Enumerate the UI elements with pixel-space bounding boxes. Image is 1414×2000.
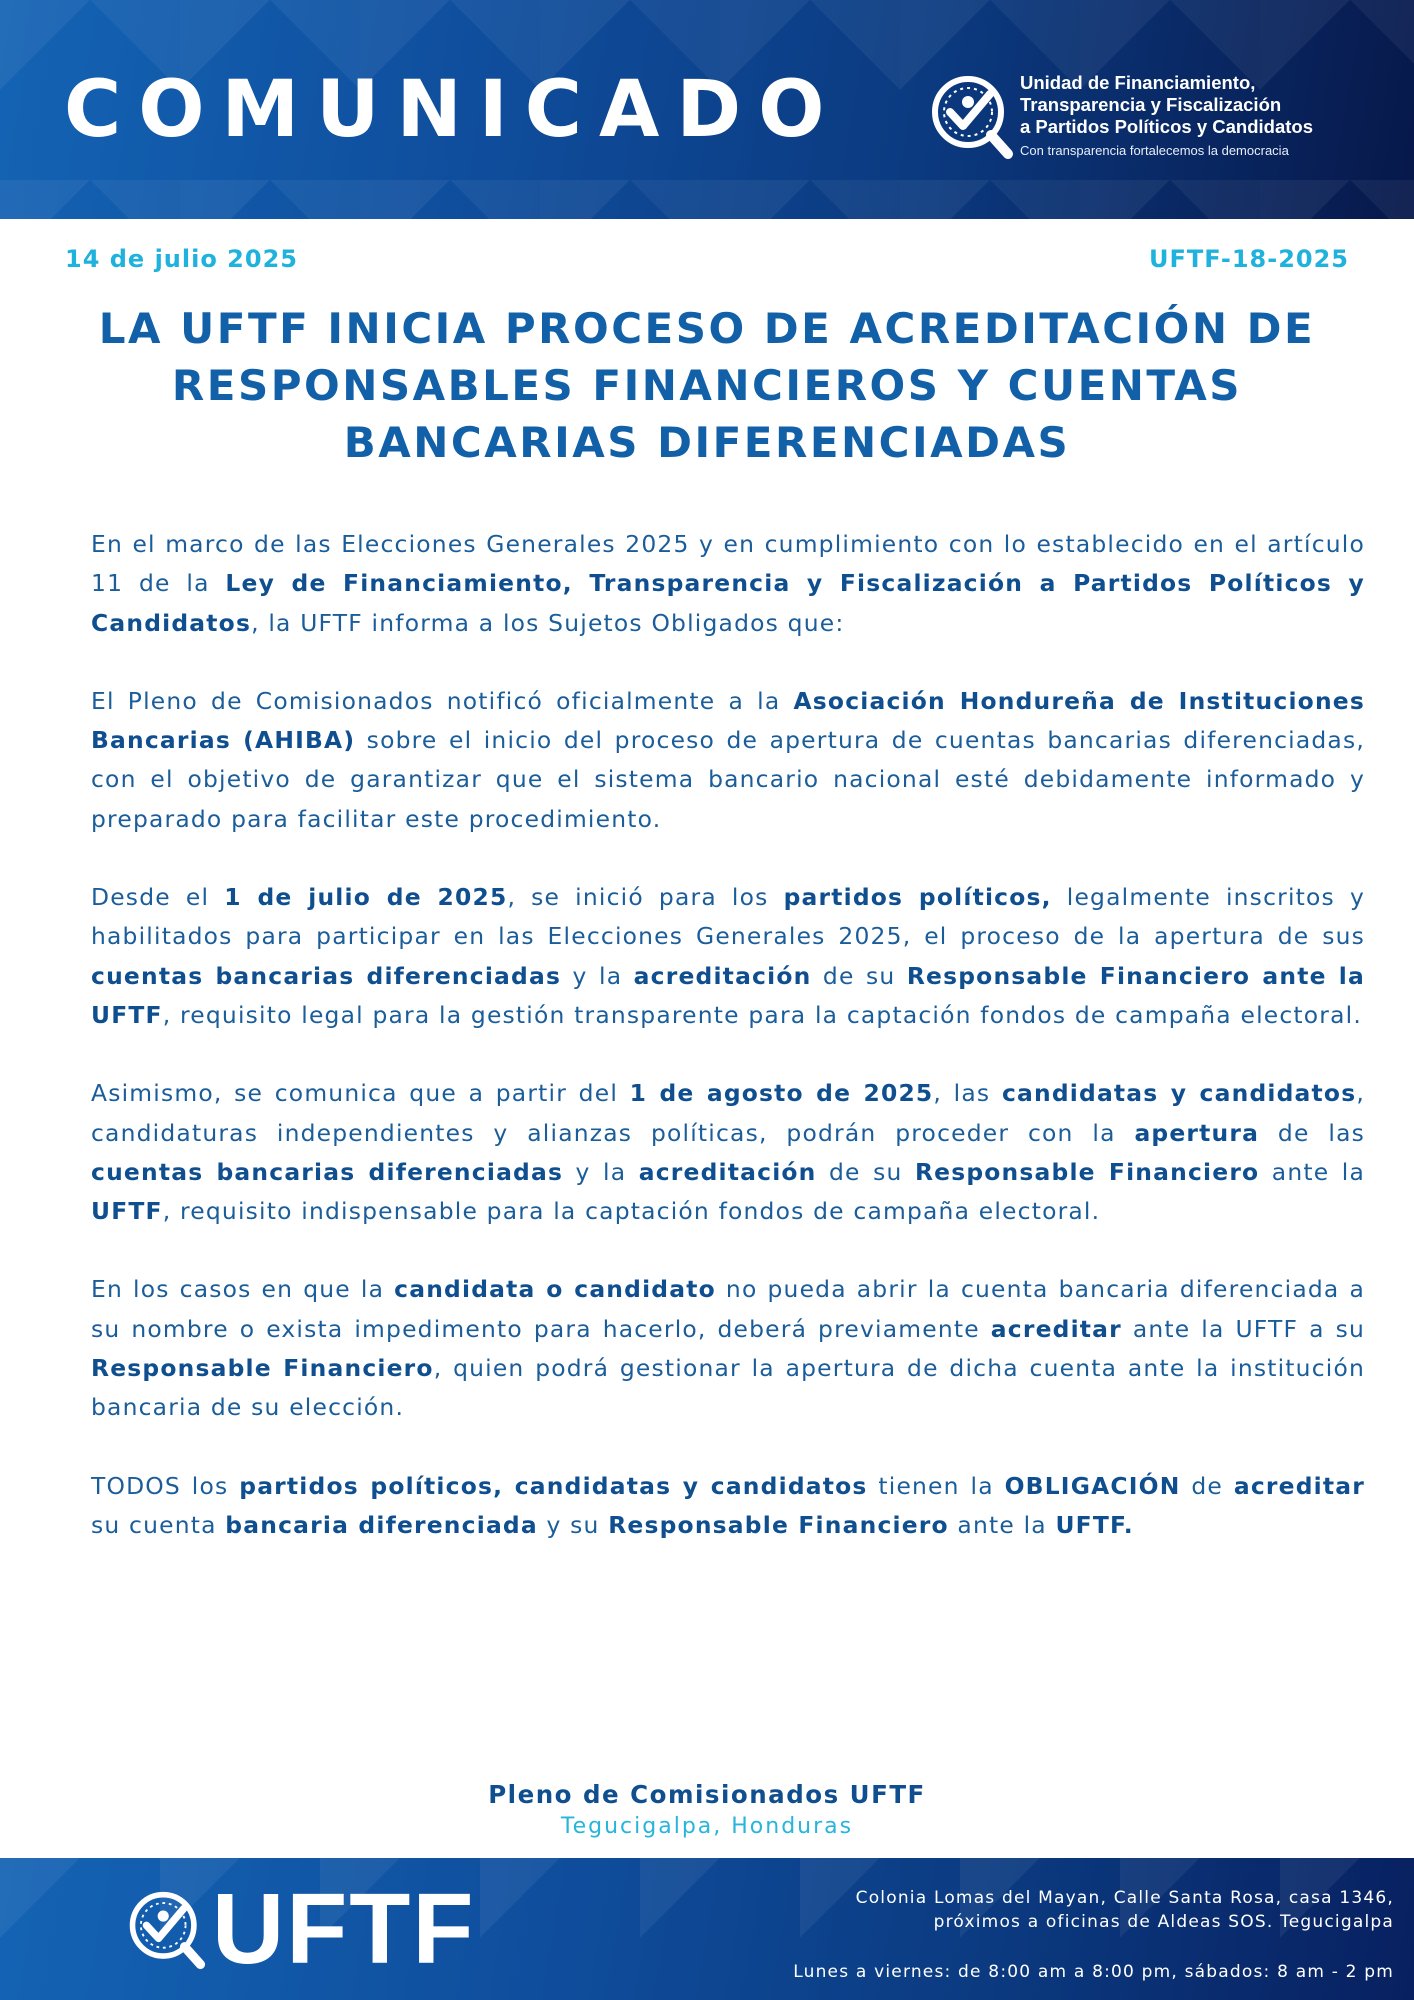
text-run: tienen la	[867, 1471, 1005, 1500]
body-paragraph	[91, 525, 1365, 643]
bold-text: Responsable Financiero	[91, 1354, 434, 1383]
headline: LA UFTF INICIA PROCESO DE ACREDITACIÓN DE RESPONSABLES FINANCIEROS Y CUENTAS BANCARIAS DIFERENCIADAS	[98, 304, 1316, 467]
body-paragraph	[91, 1270, 1365, 1427]
text-run: En los casos en que la	[91, 1275, 395, 1304]
text-run: legalmente inscritos y habilitados para participar en las Elecciones Generales 2025, el proceso de la apertura de sus	[91, 883, 1366, 951]
document-code: UFTF-18-2025	[1148, 245, 1349, 273]
bold-text: acreditación	[633, 961, 812, 990]
bold-text: partidos políticos,	[783, 883, 1052, 912]
text-run: , la UFTF informa a los Sujetos Obligados que:	[251, 608, 845, 637]
body-paragraph	[91, 1467, 1365, 1546]
text-run: , las	[933, 1079, 1002, 1108]
header-banner	[0, 0, 1414, 219]
text-run: de su	[816, 1157, 915, 1186]
text-run: ante la	[1259, 1157, 1366, 1186]
body-paragraph	[91, 1074, 1365, 1231]
page-title: COMUNICADO	[64, 65, 842, 155]
text-run: , requisito legal para la gestión transparente para la captación fondos de campaña electoral.	[162, 1000, 1362, 1029]
address-line: próximos a oficinas de Aldeas SOS. Tegucigalpa	[933, 1912, 1394, 1932]
bold-text: Responsable Financiero	[608, 1510, 949, 1539]
text-run: Asimismo, se comunica que a partir del	[91, 1079, 630, 1108]
bold-text: 1 de julio de 2025	[224, 883, 508, 912]
address-line: Colonia Lomas del Mayan, Calle Santa Rosa, casa 1346,	[855, 1888, 1394, 1908]
bold-text: Asociación Hondureña de Instituciones Bancarias (AHIBA)	[91, 686, 1365, 755]
footer-banner	[0, 1858, 1414, 2000]
bold-text: 1 de agosto de 2025	[629, 1079, 934, 1108]
brand-name-line: Unidad de Financiamiento,	[1020, 72, 1256, 93]
signature-city: Tegucigalpa, Honduras	[560, 1814, 854, 1839]
body-text	[91, 525, 1365, 1584]
brand-text	[1020, 72, 1313, 161]
text-run: Desde el	[91, 883, 225, 912]
bold-text: UFTF.	[1055, 1510, 1134, 1539]
text-run: TODOS los	[91, 1471, 240, 1500]
text-run: y la	[561, 961, 634, 990]
text-run: El Pleno de Comisionados notificó oficialmente a la	[91, 686, 794, 715]
footer-hours: Lunes a viernes: de 8:00 am a 8:00 pm, sábados: 8 am - 2 pm	[793, 1962, 1394, 1982]
footer-address	[856, 1886, 1394, 1934]
bold-text: acreditación	[638, 1157, 817, 1186]
bold-text: apertura	[1134, 1118, 1260, 1147]
bold-text: UFTF	[91, 1197, 163, 1226]
bold-text: candidata o candidato	[394, 1275, 716, 1304]
bold-text: cuentas bancarias diferenciadas	[91, 1157, 564, 1186]
text-run: y su	[537, 1510, 609, 1539]
bold-text: acreditar	[990, 1314, 1122, 1343]
bold-text: OBLIGACIÓN	[1004, 1471, 1181, 1500]
text-run: no pueda abrir la cuenta bancaria diferenciada a su nombre o exista impedimento para hacerlo, deberá previamente	[91, 1275, 1365, 1343]
text-run: de su	[811, 961, 907, 990]
bold-text: partidos políticos, candidatas y candidatos	[239, 1471, 868, 1500]
text-run: y la	[563, 1157, 639, 1186]
text-run: , candidaturas independientes y alianzas políticas, podrán proceder con la	[91, 1079, 1365, 1147]
body-paragraph	[91, 878, 1365, 1035]
uftf-emblem-icon	[928, 72, 1014, 162]
text-run: ante la	[948, 1510, 1056, 1539]
text-run: , requisito indispensable para la captación fondos de campaña electoral.	[162, 1197, 1101, 1226]
text-run: su cuenta	[91, 1510, 226, 1539]
bold-text: Responsable Financiero ante la UFTF	[91, 961, 1365, 1029]
footer-logo-text: UFTF	[212, 1873, 476, 1985]
text-run: de	[1180, 1471, 1234, 1500]
text-run: sobre el inicio del proceso de apertura de cuentas bancarias diferenciadas, con el objetivo de garantizar que el sistema bancario nacional esté debidamente informado y preparado para facilitar este procedimiento.	[91, 726, 1365, 833]
bold-text: bancaria diferenciada	[225, 1510, 538, 1539]
text-run: , se inició para los	[507, 883, 784, 912]
text-run: , quien podrá gestionar la apertura de dicha cuenta ante la institución bancaria de su elección.	[91, 1354, 1365, 1422]
text-run: En el marco de las Elecciones Generales 2025 y en cumplimiento con lo establecido en el artículo 11 de la	[91, 530, 1365, 598]
brand-name-line: a Partidos Políticos y Candidatos	[1020, 116, 1313, 137]
document-date: 14 de julio 2025	[65, 245, 298, 273]
brand-block	[928, 70, 1398, 170]
brand-name-line: Transparencia y Fiscalización	[1020, 94, 1282, 115]
bold-text: Ley de Financiamiento, Transparencia y Fiscalización a Partidos Políticos y Candidatos	[91, 569, 1365, 637]
bold-text: candidatas y candidatos	[1001, 1079, 1357, 1108]
body-paragraph	[91, 682, 1365, 839]
bold-text: Responsable Financiero	[914, 1157, 1260, 1186]
signature-name: Pleno de Comisionados UFTF	[488, 1780, 926, 1809]
bold-text: cuentas bancarias diferenciadas	[91, 961, 562, 990]
text-run: de las	[1259, 1118, 1365, 1147]
uftf-emblem-icon	[126, 1888, 206, 1972]
text-run: ante la UFTF a su	[1121, 1314, 1365, 1343]
bold-text: acreditar	[1233, 1471, 1365, 1500]
brand-tagline: Con transparencia fortalecemos la democracia	[1020, 143, 1289, 158]
